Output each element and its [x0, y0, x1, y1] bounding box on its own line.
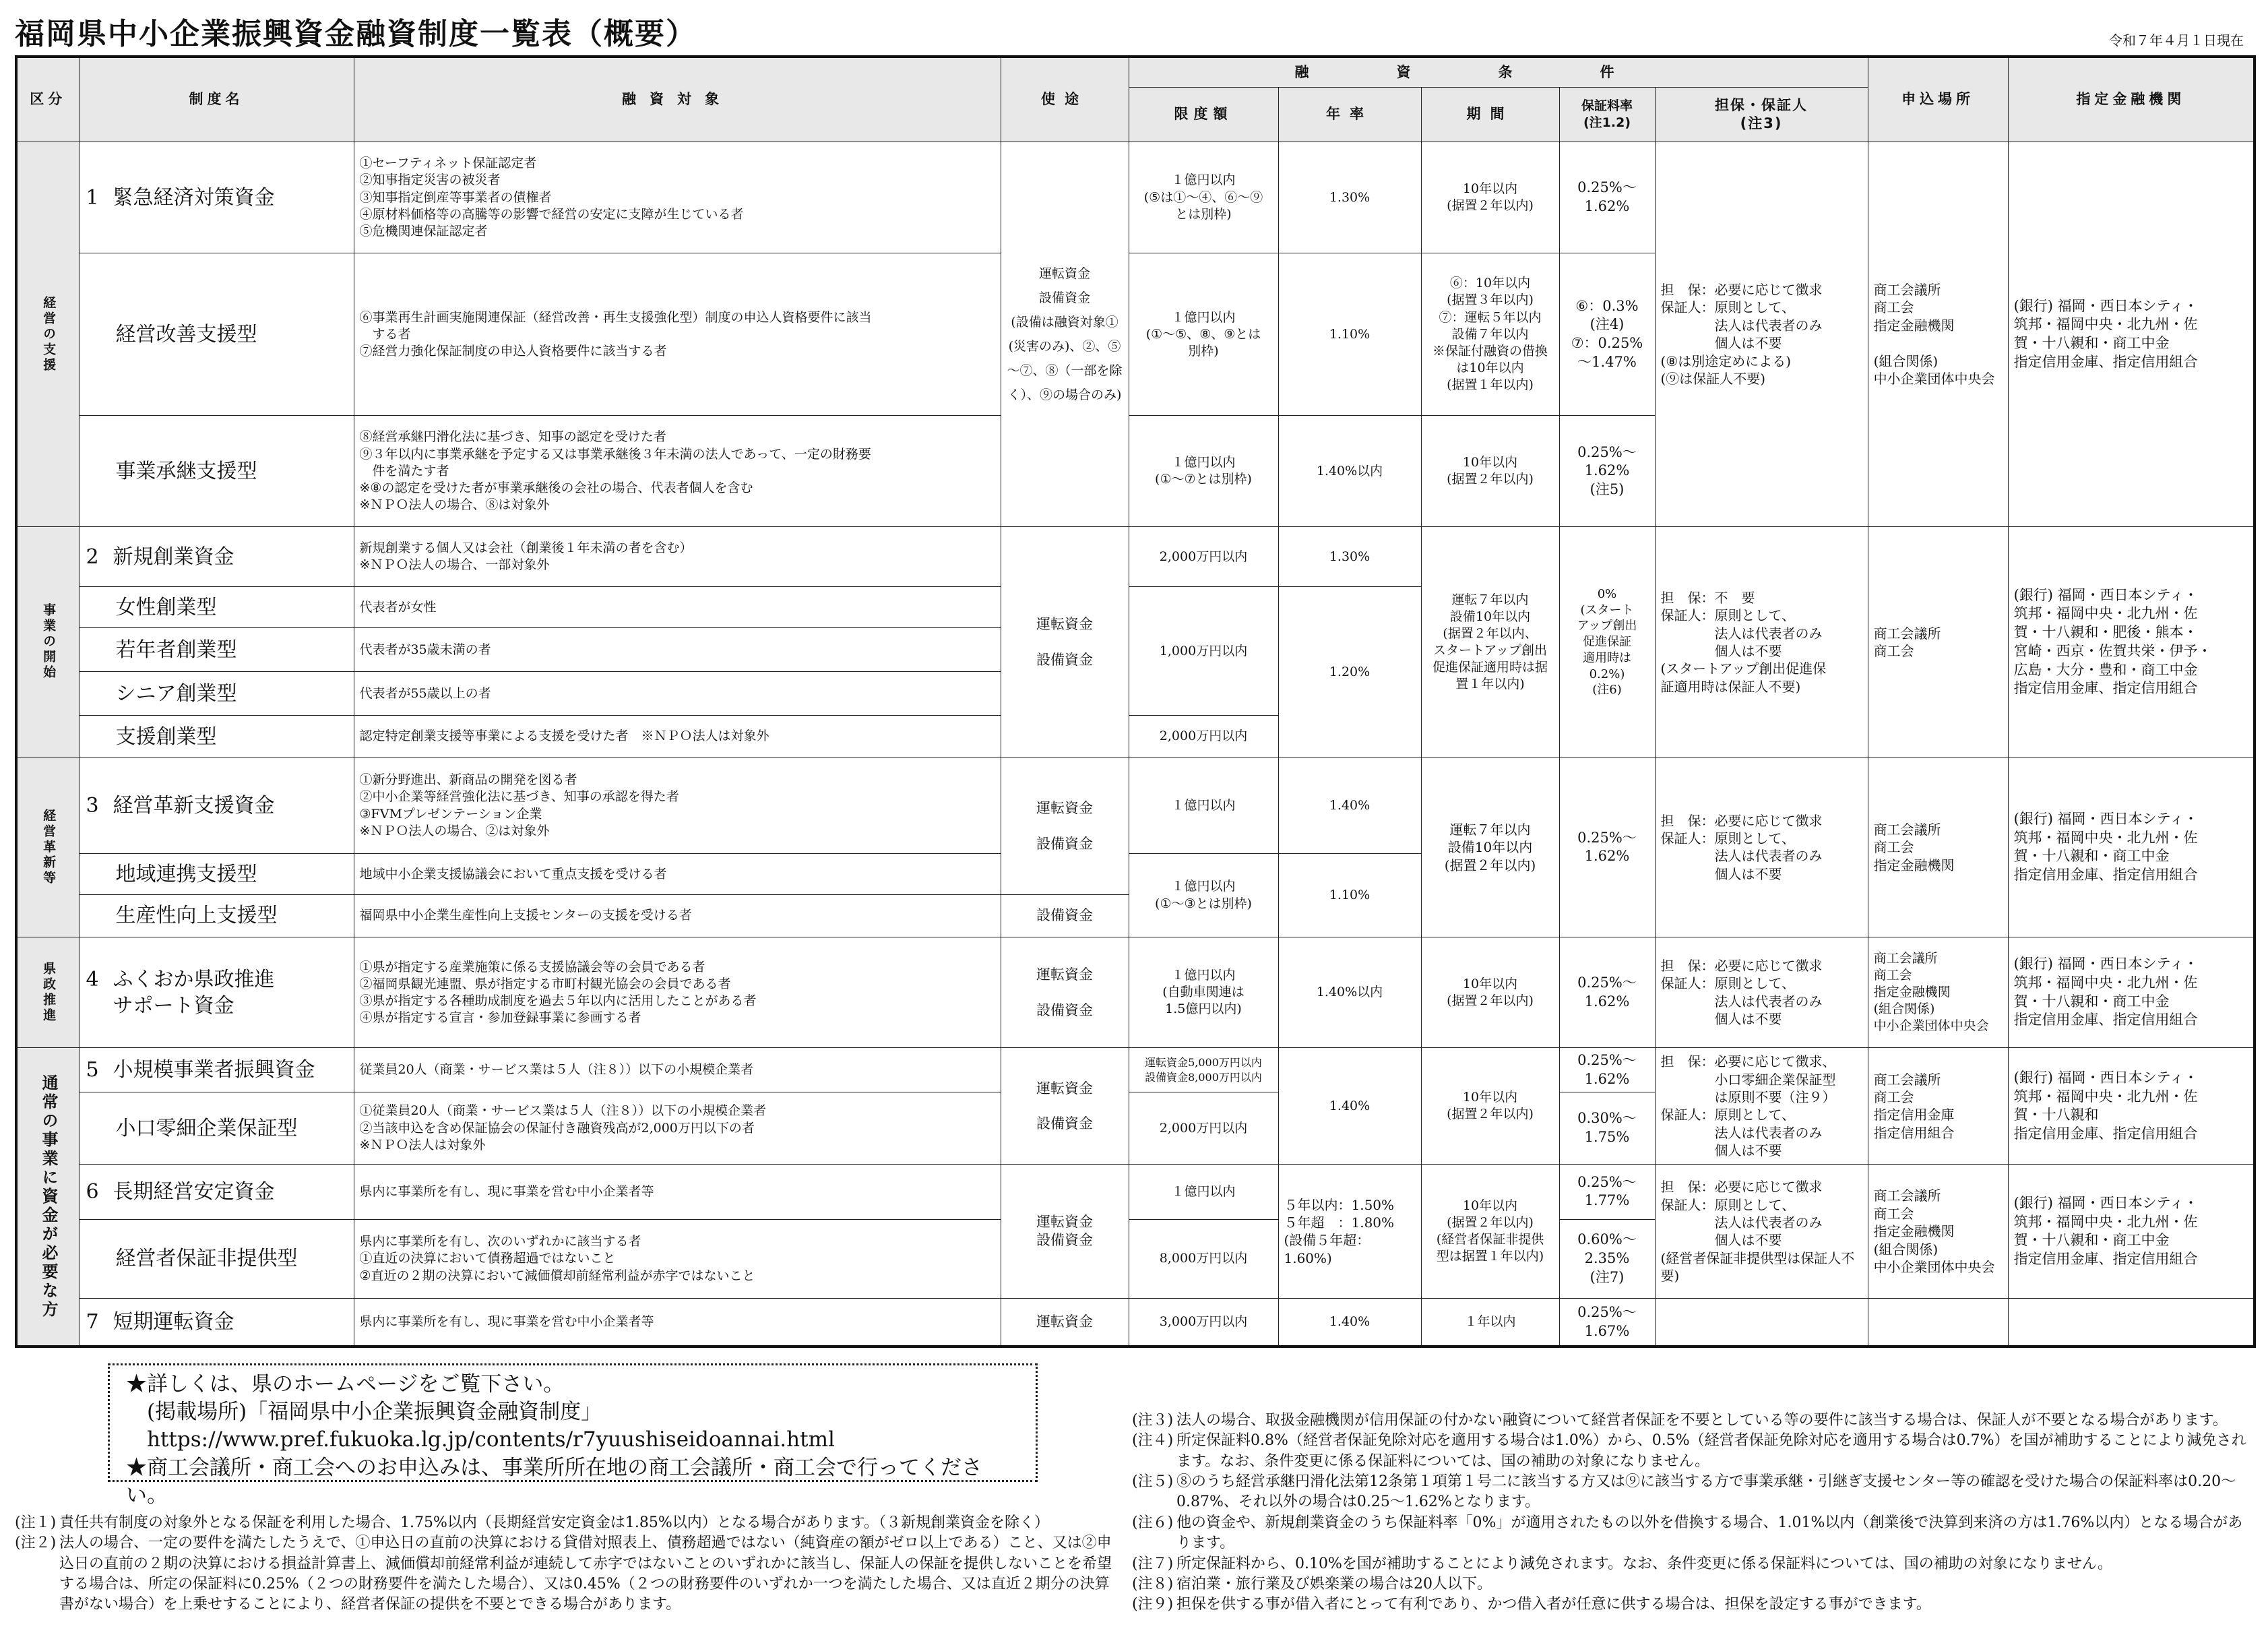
- use-text: 運転資金 設備資金: [1001, 526, 1129, 758]
- program-name: 6 長期経営安定資金: [79, 1165, 354, 1219]
- program-name: 経営者保証非提供型: [79, 1219, 354, 1299]
- limit-text: 2,000万円以内: [1129, 526, 1278, 586]
- notes-left: [15, 1513, 1113, 1615]
- apply-text: 商工会議所 商工会: [1868, 526, 2008, 758]
- rate-text: 1.40%以内: [1278, 416, 1421, 526]
- header-period: 期間: [1421, 88, 1559, 142]
- note-item: (注８) 宿泊業・旅行業及び娯楽業の場合は20人以下。: [1132, 1575, 1492, 1593]
- target-text: 代表者が35歳未満の者: [354, 628, 1001, 672]
- rate-text: 1.40%以内: [1278, 937, 1421, 1047]
- use-text: 運転資金: [1001, 1299, 1129, 1347]
- limit-text: 1,000万円以内: [1129, 587, 1278, 716]
- use-text: 運転資金 設備資金: [1001, 1048, 1129, 1165]
- apply-text: 商工会議所 商工会 指定金融機関 (組合関係) 中小企業団体中央会: [1868, 142, 2008, 527]
- target-text: 新規創業する個人又は会社（創業後１年未満の者を含む） ※ＮＰＯ法人の場合、一部対象外: [354, 526, 1001, 586]
- note-item: (注５) ⑧のうち経営承継円滑化法第12条第１項第１号二に該当する方又は⑨に該当する方で事業承継・引継ぎ支援センター等の確認を受けた場合の保証料率は0.20～0.87%、それ以外の場合は0.25～1.62%となります。: [1132, 1473, 2236, 1511]
- limit-text: １億円以内: [1129, 758, 1278, 853]
- header-division: 区分: [16, 57, 79, 142]
- limit-text: 3,000万円以内: [1129, 1299, 1278, 1347]
- program-name: 3 経営革新支援資金: [79, 758, 354, 853]
- program-name: シニア創業型: [79, 672, 354, 716]
- target-text: 代表者が女性: [354, 587, 1001, 628]
- bank-text: (銀行) 福岡・西日本シティ・ 筑邦・福岡中央・北九州・佐 賀・十八親和・商工中金 指定信用金庫、指定信用組合: [2008, 1165, 2255, 1299]
- period-text: 運転７年以内 設備10年以内 (据置２年以内、 スタートアップ創出 促進保証適用時は据 置１年以内): [1421, 526, 1559, 758]
- target-text: 代表者が55歳以上の者: [354, 672, 1001, 716]
- info-box: [108, 1363, 1038, 1508]
- rate-text: 1.40%: [1278, 758, 1421, 853]
- fee-text: 0.25%～ 1.62%: [1559, 758, 1655, 937]
- apply-text: 商工会議所 商工会 指定金融機関 (組合関係) 中小企業団体中央会: [1868, 1165, 2008, 1299]
- note-item: (注６) 他の資金や、新規創業資金のうち保証料率「0%」が適用されたもの以外を借換する場合、1.01%以内（創業後で決算到来済の方は1.76%以内）となる場合があります。: [1132, 1514, 2243, 1552]
- notes-right: [1132, 1411, 2254, 1615]
- collateral-empty: [1655, 1299, 1868, 1347]
- section-label: 経営の支援: [16, 142, 79, 527]
- header-apply: 申込場所: [1868, 57, 2008, 142]
- program-name: 生産性向上支援型: [79, 895, 354, 937]
- bank-text: (銀行) 福岡・西日本シティ・ 筑邦・福岡中央・北九州・佐 賀・十八親和・商工中金 指定信用金庫、指定信用組合: [2008, 937, 2255, 1047]
- header-program: 制度名: [79, 57, 354, 142]
- note-item: (注７) 所定保証料から、0.10%を国が補助することにより減免されます。なお、条件変更に係る保証料については、国の補助の対象になりません。: [1132, 1555, 2113, 1572]
- limit-text: １億円以内 (①～⑤、⑧、⑨とは 別枠): [1129, 253, 1278, 416]
- limit-text: １億円以内 (自動車関連は 1.5億円以内): [1129, 937, 1278, 1047]
- use-text: 設備資金: [1001, 895, 1129, 937]
- fee-text: 0.25%～ 1.62%: [1559, 937, 1655, 1047]
- limit-text: １億円以内: [1129, 1165, 1278, 1219]
- apply-text: 商工会議所 商工会 指定信用金庫 指定信用組合: [1868, 1048, 2008, 1165]
- fee-text: 0.60%～ 2.35% (注7): [1559, 1219, 1655, 1299]
- page-title: 福岡県中小企業振興資金融資制度一覧表（概要）: [15, 17, 697, 51]
- note-item: (注１) 責任共有制度の対象外となる保証を利用した場合、1.75%以内（長期経営安定資金は1.85%以内）となる場合があります。（３新規創業資金を除く）: [15, 1514, 1050, 1531]
- target-text: ①従業員20人（商業・サービス業は５人（注８））以下の小規模企業者 ②当該申込を含め保証協会の保証付き融資残高が2,000万円以下の者 ※ＮＰＯ法人は対象外: [354, 1092, 1001, 1165]
- fee-text: 0.30%～ 1.75%: [1559, 1092, 1655, 1165]
- fee-text: 0.25%～ 1.62%: [1559, 1048, 1655, 1092]
- target-text: 認定特定創業支援等事業による支援を受けた者 ※ＮＰＯ法人は対象外: [354, 716, 1001, 758]
- fee-text: ⑥：0.3% (注4) ⑦：0.25% ～1.47%: [1559, 253, 1655, 416]
- rate-text: ５年以内：1.50% ５年超 ：1.80% (設備５年超： 1.60%): [1278, 1165, 1421, 1299]
- header-limit: 限度額: [1129, 88, 1278, 142]
- section-label: 事業の開始: [16, 526, 79, 758]
- use-text: 運転資金 設備資金: [1001, 937, 1129, 1047]
- period-text: 運転７年以内 設備10年以内 (据置２年以内): [1421, 758, 1559, 937]
- program-name: 小口零細企業保証型: [79, 1092, 354, 1165]
- collateral-text: 担 保：必要に応じて徴求 保証人：原則として、 法人は代表者のみ 個人は不要: [1655, 758, 1868, 937]
- section-label: 県政推進: [16, 937, 79, 1047]
- rate-text: 1.40%: [1278, 1299, 1421, 1347]
- program-name: 地域連携支援型: [79, 854, 354, 895]
- target-text: 福岡県中小企業生産性向上支援センターの支援を受ける者: [354, 895, 1001, 937]
- target-text: 県内に事業所を有し、次のいずれかに該当する者 ①直近の決算において債務超過ではないこと ②直近の２期の決算において減価償却前経常利益が赤字ではないこと: [354, 1219, 1001, 1299]
- period-text: 10年以内 (据置２年以内): [1421, 142, 1559, 253]
- header-rate: 年率: [1278, 88, 1421, 142]
- bank-text: (銀行) 福岡・西日本シティ・ 筑邦・福岡中央・北九州・佐 賀・十八親和・商工中金 指定信用金庫、指定信用組合: [2008, 758, 2255, 937]
- apply-empty: [1868, 1299, 2008, 1347]
- fee-text: 0.25%～ 1.62% (注5): [1559, 416, 1655, 526]
- fee-text: 0% (スタート アップ創出 促進保証 適用時は 0.2%) (注6): [1559, 526, 1655, 758]
- target-text: ①セーフティネット保証認定者 ②知事指定災害の被災者 ③知事指定倒産等事業者の債権者 ④原材料価格等の高騰等の影響で経営の安定に支障が生じている者 ⑤危機関連保証認定者: [354, 142, 1001, 253]
- section-label: 経営革新等: [16, 758, 79, 937]
- note-item: (注９) 担保を供する事が借入者にとって有利であり、かつ借入者が任意に供する場合は、担保を設定する事ができます。: [1132, 1596, 1931, 1613]
- note-item: (注２) 法人の場合、一定の要件を満たしたうえで、①申込日の直前の決算における貸借対照表上、債務超過ではない（純資産の額がゼロ以上である）こと、又は②申込日の直前の２期の決算における損益計算書上、減価償却前経常利益が連続して赤字ではないことのいずれかに該当し、保証人の保証を提供しないことを希望する場合は、所定の保証料に0.25%（２つの財務要件を満たした場合）、又は0.45%（２つの財務要件のいずれか一つを満たした場合、又は直近２期分の決算書がない場合）を上乗せすることにより、経営者保証の提供を不要とできる場合があります。: [15, 1535, 1112, 1613]
- info-line: ★詳しくは、県のホームページをご覧下さい。: [126, 1372, 565, 1396]
- note-item: (注４) 所定保証料0.8%（経営者保証免除対応を適用する場合は1.0%）から、0.5%（経営者保証免除対応を適用する場合は0.7%）を国が補助することにより減免されます。なお、条件変更に係る保証料については、国の補助の対象になりません。: [1132, 1432, 2246, 1470]
- limit-text: 2,000万円以内: [1129, 1092, 1278, 1165]
- target-text: 県内に事業所を有し、現に事業を営む中小企業者等: [354, 1165, 1001, 1219]
- rate-text: 1.30%: [1278, 142, 1421, 253]
- apply-text: 商工会議所 商工会 指定金融機関: [1868, 758, 2008, 937]
- program-name: 4 ふくおか県政推進 サポート資金: [79, 937, 354, 1047]
- fee-text: 0.25%～ 1.77%: [1559, 1165, 1655, 1219]
- rate-text: 1.10%: [1278, 253, 1421, 416]
- program-name: 支援創業型: [79, 716, 354, 758]
- rate-text: 1.20%: [1278, 587, 1421, 758]
- loan-program-table: [15, 55, 2256, 1348]
- program-name: 2 新規創業資金: [79, 526, 354, 586]
- limit-text: 運転資金5,000万円以内 設備資金8,000万円以内: [1129, 1048, 1278, 1092]
- header-bank: 指定金融機関: [2008, 57, 2255, 142]
- use-text: 運転資金 設備資金 (設備は融資対象① (災害のみ)、②、⑤ ～⑦、⑧（一部を除 く）、⑨の場合のみ): [1001, 142, 1129, 527]
- target-text: ①新分野進出、新商品の開発を図る者 ②中小企業等経営強化法に基づき、知事の承認を得た者 ③FVMプレゼンテーション企業 ※ＮＰＯ法人の場合、②は対象外: [354, 758, 1001, 853]
- info-line: ★商工会議所・商工会へのお申込みは、事業所所在地の商工会議所・商工会で行ってください。: [126, 1455, 982, 1508]
- header-use: 使途: [1001, 57, 1129, 142]
- program-name: 5 小規模事業者振興資金: [79, 1048, 354, 1092]
- limit-text: １億円以内 (①～③とは別枠): [1129, 854, 1278, 937]
- limit-text: １億円以内 (⑤は①～④、⑥～⑨ とは別枠): [1129, 142, 1278, 253]
- period-text: 10年以内 (据置２年以内) (経営者保証非提供 型は据置１年以内): [1421, 1165, 1559, 1299]
- target-text: ⑥事業再生計画実施関連保証（経営改善・再生支援強化型）制度の申込人資格要件に該当 する者 ⑦経営力強化保証制度の申込人資格要件に該当する者: [354, 253, 1001, 416]
- bank-text: (銀行) 福岡・西日本シティ・ 筑邦・福岡中央・北九州・佐 賀・十八親和 指定信用金庫、指定信用組合: [2008, 1048, 2255, 1165]
- target-text: ①県が指定する産業施策に係る支援協議会等の会員である者 ②福岡県観光連盟、県が指定する市町村観光協会の会員である者 ③県が指定する各種助成制度を過去５年以内に活用したことがある者 ④県が指定する宣言・参加登録事業に参画する者: [354, 937, 1001, 1047]
- collateral-text: 担 保：必要に応じて徴求 保証人：原則として、 法人は代表者のみ 個人は不要 (⑧は別途定めによる) (⑨は保証人不要): [1655, 142, 1868, 527]
- fee-text: 0.25%～ 1.67%: [1559, 1299, 1655, 1347]
- period-text: ⑥：10年以内 (据置３年以内) ⑦：運転５年以内 設備７年以内 ※保証付融資の借換 は10年以内 (据置１年以内): [1421, 253, 1559, 416]
- program-name: 女性創業型: [79, 587, 354, 628]
- period-text: 10年以内 (据置２年以内): [1421, 937, 1559, 1047]
- target-text: 従業員20人（商業・サービス業は５人（注８））以下の小規模企業者: [354, 1048, 1001, 1092]
- target-text: ⑧経営承継円滑化法に基づき、知事の認定を受けた者 ⑨３年以内に事業承継を予定する又は事業承継後３年未満の法人であって、一定の財務要 件を満たす者 ※⑧の認定を受けた者が事業承継後の会社の場合、代表者個人を含む ※ＮＰＯ法人の場合、⑧は対象外: [354, 416, 1001, 526]
- info-url[interactable]: https://www.pref.fukuoka.lg.jp/contents/r7yuushiseidoannai.html: [126, 1427, 835, 1452]
- header-conditions: 融資条件: [1129, 57, 1868, 88]
- program-name: 1 緊急経済対策資金: [79, 142, 354, 253]
- target-text: 県内に事業所を有し、現に事業を営む中小企業者等: [354, 1299, 1001, 1347]
- period-text: 10年以内 (据置２年以内): [1421, 1048, 1559, 1165]
- rate-text: 1.40%: [1278, 1048, 1421, 1165]
- program-name: 経営改善支援型: [79, 253, 354, 416]
- collateral-text: 担 保：不 要 保証人：原則として、 法人は代表者のみ 個人は不要 (スタートアップ創出促進保 証適用時は保証人不要): [1655, 526, 1868, 758]
- header-collateral: 担保・保証人 (注3): [1655, 88, 1868, 142]
- period-text: 10年以内 (据置２年以内): [1421, 416, 1559, 526]
- program-name: 若年者創業型: [79, 628, 354, 672]
- as-of-date: 令和７年４月１日現在: [2109, 32, 2244, 49]
- collateral-text: 担 保：必要に応じて徴求、 小口零細企業保証型 は原則不要（注９） 保証人：原則として、 法人は代表者のみ 個人は不要: [1655, 1048, 1868, 1165]
- program-name: 7 短期運転資金: [79, 1299, 354, 1347]
- info-line: (掲載場所)「福岡県中小企業振興資金融資制度」: [126, 1400, 602, 1425]
- bank-empty: [2008, 1299, 2255, 1347]
- header-target: 融資対象: [354, 57, 1001, 142]
- apply-text: 商工会議所 商工会 指定金融機関 (組合関係) 中小企業団体中央会: [1868, 937, 2008, 1047]
- program-name: 事業承継支援型: [79, 416, 354, 526]
- use-text: 運転資金 設備資金: [1001, 758, 1129, 894]
- rate-text: 1.10%: [1278, 854, 1421, 937]
- limit-text: 8,000万円以内: [1129, 1219, 1278, 1299]
- section-label: 通常の事業に資金が必要な方: [16, 1048, 79, 1347]
- bank-text: (銀行) 福岡・西日本シティ・ 筑邦・福岡中央・北九州・佐 賀・十八親和・肥後・熊本・ 宮崎・西京・佐賀共栄・伊予・ 広島・大分・豊和・商工中金 指定信用金庫、指定信用組合: [2008, 526, 2255, 758]
- rate-text: 1.30%: [1278, 526, 1421, 586]
- note-item: (注３) 法人の場合、取扱金融機関が信用保証の付かない融資について経営者保証を不要としている等の要件に該当する場合は、保証人が不要となる場合があります。: [1132, 1412, 2228, 1429]
- use-text: 運転資金 設備資金: [1001, 1165, 1129, 1299]
- header-fee: 保証料率 (注1.2): [1559, 88, 1655, 142]
- target-text: 地域中小企業支援協議会において重点支援を受ける者: [354, 854, 1001, 895]
- fee-text: 0.25%～ 1.62%: [1559, 142, 1655, 253]
- collateral-text: 担 保：必要に応じて徴求 保証人：原則として、 法人は代表者のみ 個人は不要: [1655, 937, 1868, 1047]
- collateral-text: 担 保：必要に応じて徴求 保証人：原則として、 法人は代表者のみ 個人は不要 (経営者保証非提供型は保証人不 要): [1655, 1165, 1868, 1299]
- bank-text: (銀行) 福岡・西日本シティ・ 筑邦・福岡中央・北九州・佐 賀・十八親和・商工中金 指定信用金庫、指定信用組合: [2008, 142, 2255, 527]
- limit-text: １億円以内 (①～⑦とは別枠): [1129, 416, 1278, 526]
- limit-text: 2,000万円以内: [1129, 716, 1278, 758]
- period-text: １年以内: [1421, 1299, 1559, 1347]
